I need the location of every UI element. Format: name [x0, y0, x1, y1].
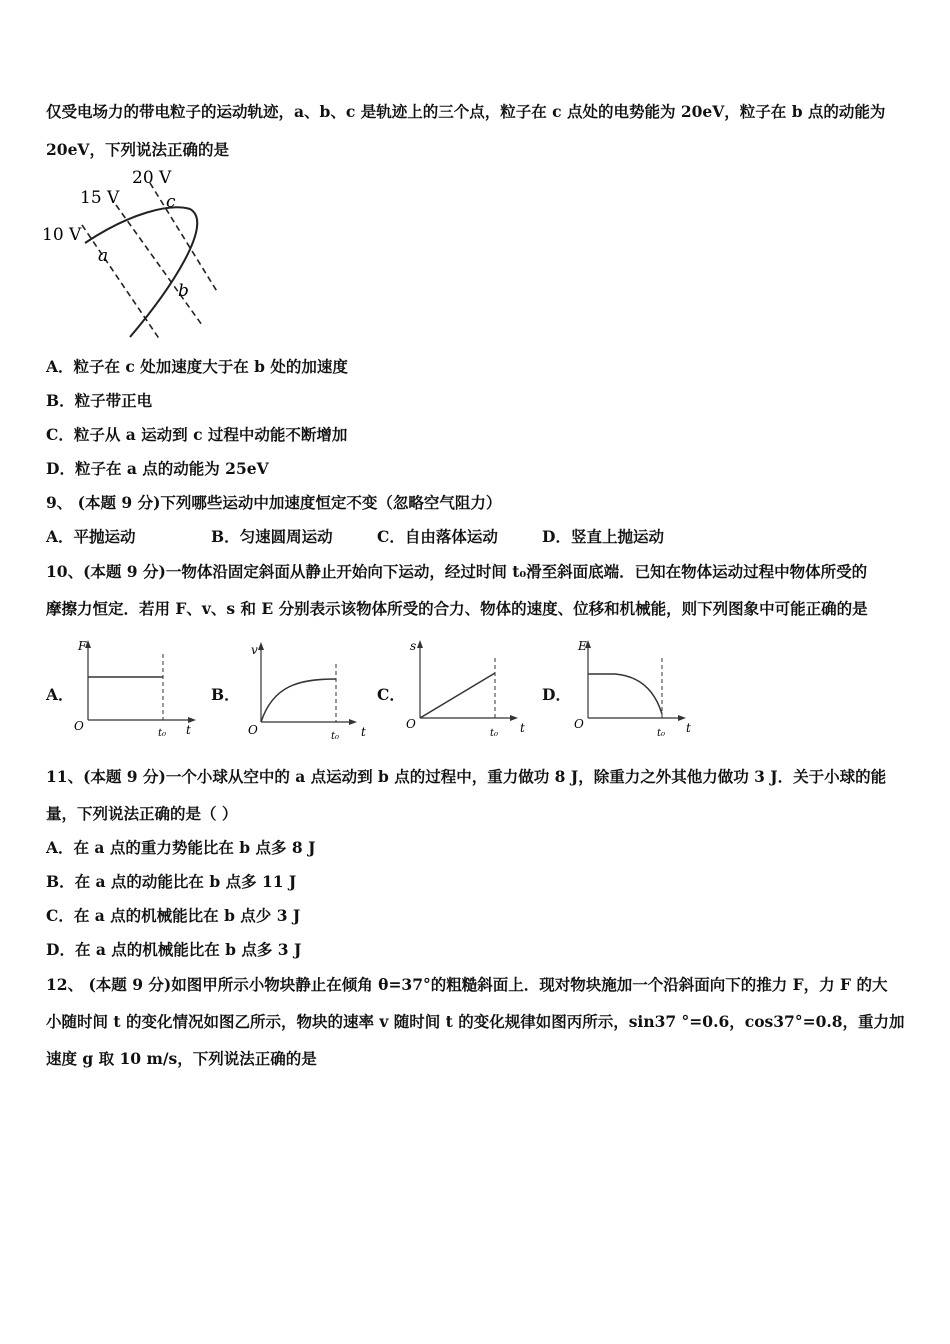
q11-option-d: D．在 a 点的机械能比在 b 点多 3 J — [46, 940, 302, 959]
label-15v: 15 V — [80, 188, 120, 208]
graph-a-t0: t₀ — [158, 728, 167, 739]
q10-option-b-label: B． — [211, 685, 240, 704]
graph-d-t0: t₀ — [657, 728, 666, 739]
label-c: c — [166, 192, 176, 212]
q10-graph-b — [243, 636, 373, 741]
graph-a-origin: O — [74, 719, 84, 733]
q11-stem-line2: 量，下列说法正确的是（ ） — [46, 804, 238, 823]
q10-graph-d — [570, 636, 700, 741]
graph-d-origin: O — [574, 717, 584, 731]
q10-option-d-label: D． — [542, 685, 571, 704]
graph-b-xlabel: t — [361, 725, 366, 739]
label-20v: 20 V — [132, 168, 172, 188]
graph-b-curve — [261, 679, 336, 722]
q10-stem-line1: 10、(本题 9 分)一物体沿固定斜面从静止开始向下运动，经过时间 t₀滑至斜面底端．已知在物体运动过程中物体所受的 — [46, 562, 868, 581]
equipotential-line-20v — [150, 183, 218, 293]
q12-stem-line1: 12、 (本题 9 分)如图甲所示小物块静止在倾角 θ=37°的粗糙斜面上．现对物块施加一个沿斜面向下的推力 F，力 F 的大 — [46, 975, 888, 994]
equipotential-line-15v — [116, 205, 202, 325]
q8-option-a: A．粒子在 c 处加速度大于在 b 处的加速度 — [46, 357, 348, 376]
q10-option-a-label: A． — [46, 685, 74, 704]
graph-b-ylabel: v — [251, 643, 258, 657]
graph-d-xlabel: t — [686, 721, 691, 735]
q8-stem-line1: 仅受电场力的带电粒子的运动轨迹，a、b、c 是轨迹上的三个点，粒子在 c 点处的电势能为 20eV，粒子在 b 点的动能为 — [46, 102, 886, 121]
q9-option-a: A．平抛运动 — [46, 527, 136, 546]
q8-option-d: D．粒子在 a 点的动能为 25eV — [46, 459, 269, 478]
graph-d-ylabel: E — [578, 639, 587, 653]
graph-c-curve — [420, 673, 495, 718]
q11-option-b: B．在 a 点的动能比在 b 点多 11 J — [46, 872, 297, 891]
q10-stem-line2: 摩擦力恒定．若用 F、v、s 和 E 分别表示该物体所受的合力、物体的速度、位移和机械能，则下列图象中可能正确的是 — [46, 599, 868, 618]
q9-option-d: D．竖直上抛运动 — [542, 527, 664, 546]
q10-graph-a — [70, 636, 200, 741]
q10-option-c-label: C． — [377, 685, 405, 704]
graph-c-xlabel: t — [520, 721, 525, 735]
label-a: a — [98, 246, 109, 266]
graph-c-ylabel: s — [410, 639, 417, 653]
q8-option-c: C．粒子从 a 运动到 c 过程中动能不断增加 — [46, 425, 348, 444]
q9-option-c: C．自由落体运动 — [377, 527, 498, 546]
q8-option-b: B．粒子带正电 — [46, 391, 153, 410]
trajectory-curve — [85, 207, 197, 337]
q9-stem: 9、 (本题 9 分)下列哪些运动中加速度恒定不变（忽略空气阻力） — [46, 493, 502, 512]
graph-a-xlabel: t — [186, 723, 191, 737]
label-b: b — [178, 281, 189, 301]
graph-d-curve — [588, 674, 662, 714]
graph-b-origin: O — [248, 723, 258, 737]
q12-stem-line3: 速度 g 取 10 m/s，下列说法正确的是 — [46, 1049, 317, 1068]
label-10v: 10 V — [42, 225, 82, 245]
equipotential-line-10v — [82, 225, 160, 340]
graph-b-t0: t₀ — [331, 731, 340, 741]
graph-a-ylabel: F — [78, 639, 87, 653]
q9-option-b: B．匀速圆周运动 — [211, 527, 333, 546]
q8-stem-line2: 20eV，下列说法正确的是 — [46, 140, 229, 159]
q12-stem-line2: 小随时间 t 的变化情况如图乙所示，物块的速率 v 随时间 t 的变化规律如图丙所示，sin37 °=0.6，cos37°=0.8，重力加 — [46, 1012, 905, 1031]
graph-c-t0: t₀ — [490, 728, 499, 739]
q11-option-a: A．在 a 点的重力势能比在 b 点多 8 J — [46, 838, 316, 857]
q11-option-c: C．在 a 点的机械能比在 b 点少 3 J — [46, 906, 301, 925]
q10-graph-c — [402, 636, 532, 741]
equipotential-figure — [40, 165, 225, 343]
q11-stem-line1: 11、(本题 9 分)一个小球从空中的 a 点运动到 b 点的过程中，重力做功 8 J，除重力之外其他力做功 3 J．关于小球的能 — [46, 767, 887, 786]
graph-c-origin: O — [406, 717, 416, 731]
